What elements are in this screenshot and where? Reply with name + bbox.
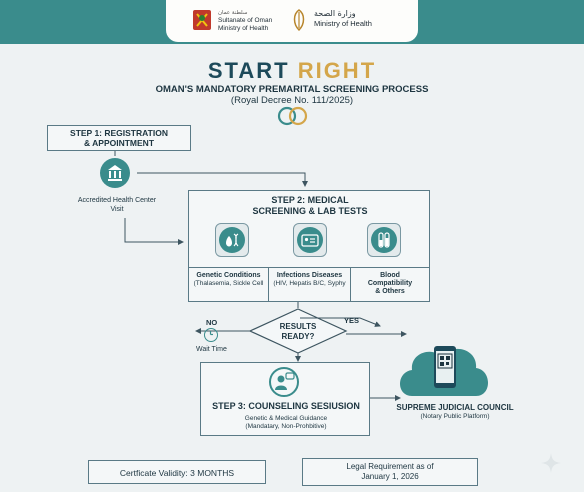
left-logo-arabic: سلطنة عمان	[218, 10, 248, 16]
infections-tile	[293, 223, 327, 257]
step3-line1: Genetic & Medical Guidance	[244, 415, 328, 422]
dna-icon	[219, 227, 245, 253]
right-logo-arabic: وزارة الصحة	[314, 9, 356, 18]
step3-title: STEP 3: COUNSELING SESIUSION	[212, 401, 360, 411]
blood-tile	[367, 223, 401, 257]
step3-box	[200, 362, 370, 436]
results-ready-diamond	[258, 322, 338, 342]
council-title: SUPREME JUDICIAL COUNCIL	[396, 403, 514, 412]
step2-line2: SCREENING & LAB TESTS	[252, 206, 368, 216]
legal-requirement-box	[302, 458, 478, 486]
page-subtitle: OMAN'S MANDATORY PREMARITAL SCREENING PROCESS	[155, 84, 429, 95]
counselor-icon	[269, 367, 299, 397]
test-tube-icon	[371, 227, 397, 253]
step3-line2: (Mandatary, Non-Prohbitive)	[245, 423, 327, 430]
health-center-line1: Accredited Health Center	[77, 197, 157, 204]
clock-icon	[204, 328, 218, 342]
genetics-tile	[215, 223, 249, 257]
infections-col	[269, 267, 351, 301]
step1-line2: & APPOINTMENT	[83, 138, 155, 148]
step1-line1: STEP 1: REGISTRATION	[70, 128, 168, 138]
step2-box	[188, 190, 430, 302]
left-logo-line2: Ministry of Health	[218, 25, 269, 32]
decree-text: (Royal Decree No. 111/2025)	[230, 95, 354, 106]
step2-title	[189, 195, 431, 217]
genetic-conditions-title: Genetic Conditions	[196, 272, 261, 279]
right-logo-english: Ministry of Health	[314, 19, 372, 28]
title-word-start: START	[207, 58, 290, 83]
step3-details	[201, 415, 371, 431]
no-label: NO	[206, 318, 218, 327]
genetic-conditions-col	[189, 267, 269, 301]
id-card-icon	[297, 227, 323, 253]
infections-title: Infections Diseases	[276, 272, 343, 279]
validity-box: Certficate Validity: 3 MONTHS	[88, 460, 266, 484]
health-center-label	[72, 196, 162, 214]
left-logo-line1: Sultanate of Oman	[218, 17, 273, 24]
wait-time-label: Wait Time	[196, 346, 227, 353]
genetic-conditions-detail: (Thalasemia, Sickle Cell	[193, 280, 264, 287]
blood-col	[351, 267, 429, 301]
legal-line2: January 1, 2026	[361, 472, 419, 481]
step2-line1: STEP 2: MEDICAL	[271, 195, 349, 205]
infections-detail: (HIV, Hepatis B/C, Syphy	[273, 280, 346, 287]
decision-line2: READY?	[281, 332, 315, 341]
blood-title: Blood	[380, 272, 400, 279]
title-word-right: RIGHT	[297, 58, 377, 83]
cloud-phone-icon	[394, 328, 494, 400]
council-subtitle: (Notary Public Platform)	[420, 413, 490, 420]
hospital-icon	[100, 158, 130, 188]
decision-line1: RESULTS	[279, 322, 317, 331]
blood-detail: Compatibility	[367, 280, 413, 287]
blood-extra: & Others	[375, 288, 405, 295]
legal-line1: Legal Requirement as of	[346, 462, 434, 471]
sparkle-icon	[540, 452, 562, 474]
health-center-line2: Visit	[110, 206, 124, 213]
yes-label: YES	[344, 316, 360, 325]
step1-box	[47, 125, 191, 151]
